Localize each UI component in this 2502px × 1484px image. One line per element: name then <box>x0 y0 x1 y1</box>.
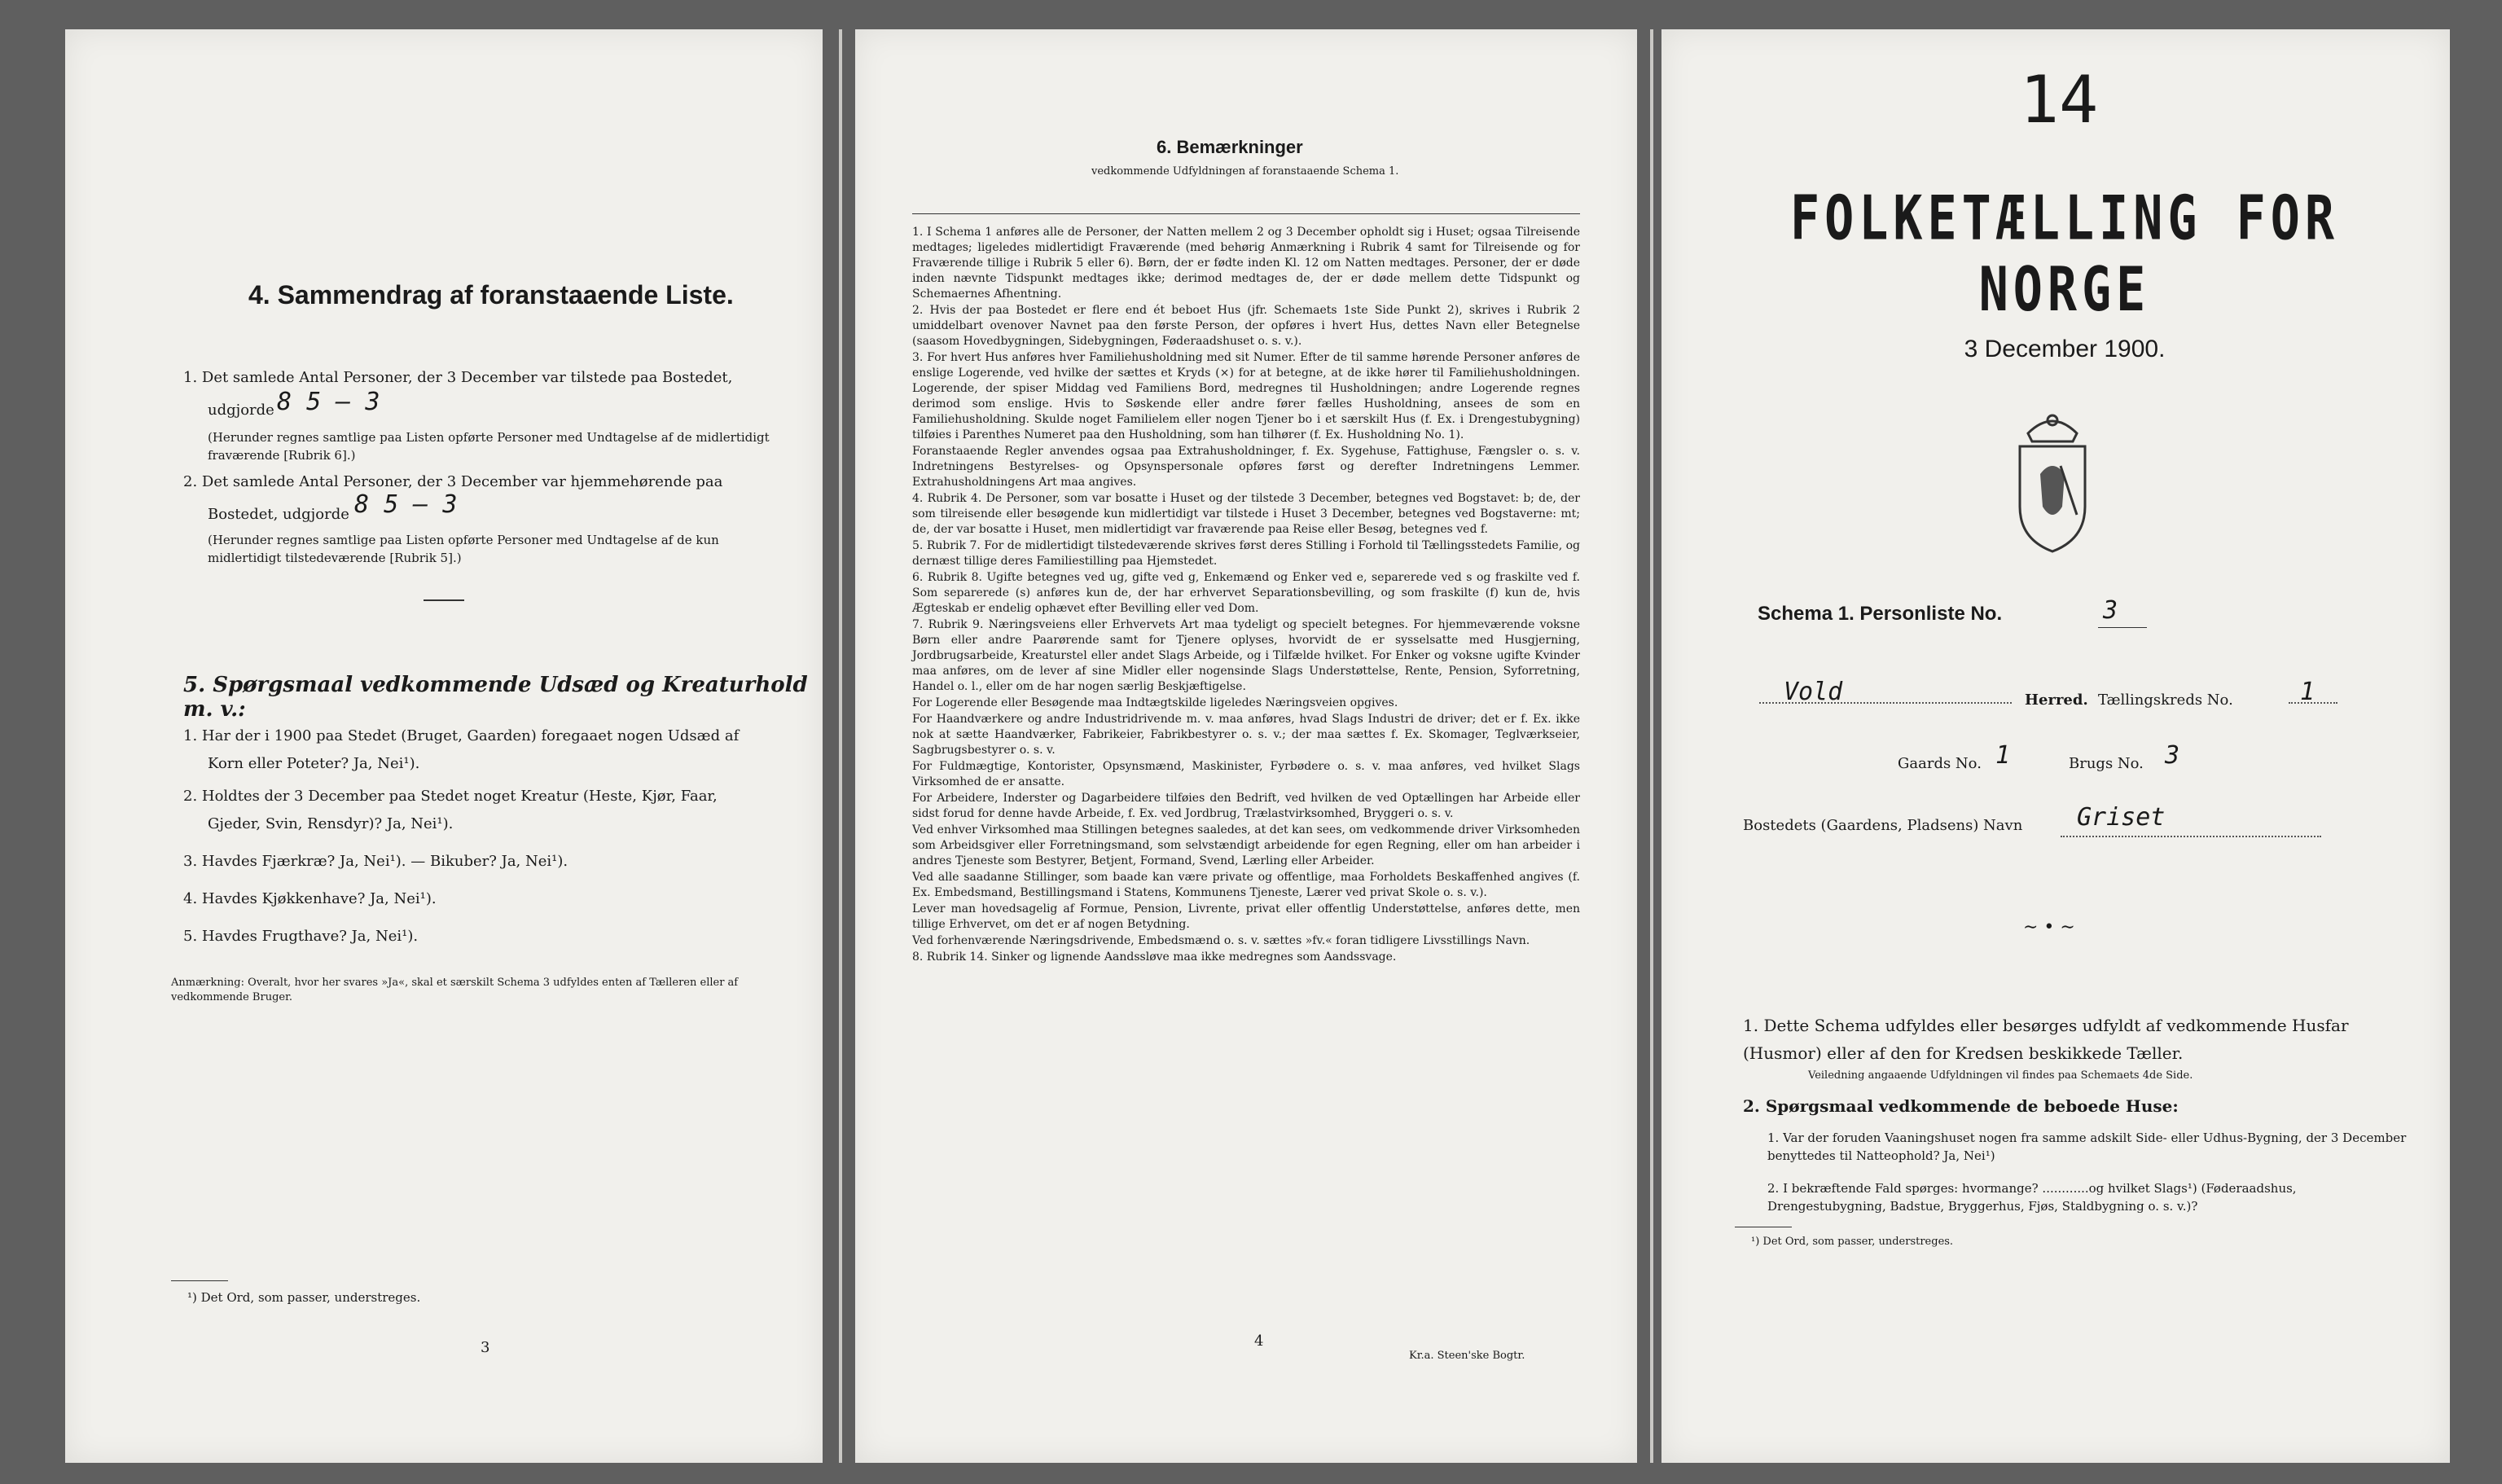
s5-q5: 5. Havdes Frugthave? Ja, Nei¹). <box>183 928 419 945</box>
instruction-2-q2: 2. I bekræftende Fald spørges: hvormange? ............og hvilket Slags¹) (Føderaadshus, Drengestubygning, Badstue, Bryggerhus, Fjøs, Staldbygning o. s. v.)? <box>1767 1181 2297 1214</box>
instruction-2: 2. Spørgsmaal vedkommende de beboede Huse: <box>1743 1096 2179 1116</box>
herred-label: Herred. <box>2025 692 2088 709</box>
middle-page-number: 4 <box>1254 1333 1264 1350</box>
main-title: FOLKETÆLLING FOR NORGE <box>1790 182 2339 326</box>
instruction-2-q1: 1. Var der foruden Vaaningshuset nogen fra samme adskilt Side- eller Udhus-Bygning, der 3 December benyttedes til Natteophold? Ja, Nei¹) <box>1767 1131 2407 1163</box>
remark-item: For Fuldmægtige, Kontorister, Opsynsmænd, Maskinister, Fyrbødere o. s. v. maa anføres, ved hvilket Slags Virksomhed de er ansatte. <box>912 760 1580 788</box>
s5-q1: 1. Har der i 1900 paa Stedet (Bruget, Gaarden) foregaaet nogen Udsæd af <box>183 727 740 744</box>
brugs-value: 3 <box>2165 741 2180 770</box>
remark-item: For Arbeidere, Inderster og Dagarbeidere tilføies den Bedrift, ved hvilken de ved Optællingen har Arbeide eller sidst forud for denne havde Arbeide, f. Ex. ved Jordbrug, Trælastvirksomhed, Bryggeri o. s. v. <box>912 792 1580 820</box>
s4-item1-label: udgjorde <box>208 402 274 419</box>
s5-q3: 3. Havdes Fjærkræ? Ja, Nei¹). — Bikuber? Ja, Nei¹). <box>183 853 568 870</box>
section5-heading: 5. Spørgsmaal vedkommende Udsæd og Kreaturhold m. v.: <box>183 673 808 722</box>
left-page <box>65 29 823 1463</box>
section4-heading: 4. Sammendrag af foranstaaende Liste. <box>248 280 734 310</box>
s5-q2: 2. Holdtes der 3 December paa Stedet noget Kreatur (Heste, Kjør, Faar, <box>183 788 718 805</box>
remark-item: For Logerende eller Besøgende maa Indtægtskilde ligeledes Næringsveien opgives. <box>912 696 1398 709</box>
instruction-1-note: Veiledning angaaende Udfyldningen vil findes paa Schemaets 4de Side. <box>1808 1069 2193 1082</box>
right-footnote: ¹) Det Ord, som passer, understreges. <box>1751 1236 1954 1248</box>
remark-item: 2. Hvis der paa Bostedet er flere end ét beboet Hus (jfr. Schemaets 1ste Side Punkt 2), skrives i Rubrik 2 umiddelbart ovenover Navnet paa den første Person, der opføres i hvert Hus, dettes Navn eller Betegnelse (saasom Hovedbygningen, Sidebygningen, Føderaadshuset o. s. v.). <box>912 304 1580 348</box>
remark-item: Ved enhver Virksomhed maa Stillingen betegnes saaledes, at det kan sees, om vedkommende driver Virksomheden som Arbeidsgiver eller Forretningsmand, som selvstændigt arbeidende for egen Regning, eller om han arbeider i andres Tjeneste som Bestyrer, Betjent, Formand, Svend, Lærling eller Arbeider. <box>912 823 1580 867</box>
schema-number: 3 <box>2103 596 2118 625</box>
remark-item: 6. Rubrik 8. Ugifte betegnes ved ug, gifte ved g, Enkemænd og Enker ved e, separerede ved s og fraskilte ved f. Som separerede (s) anføres kun de, der har erhvervet Separationsbevilling, og som fraskilte (f) kun de, hvis Ægteskab er endelig ophævet efter Bevilling eller ved Dom. <box>912 571 1580 615</box>
gaards-value: 1 <box>1995 741 2011 770</box>
s4-item2-text: 2. Det samlede Antal Personer, der 3 December var hjemmehørende paa <box>183 473 723 490</box>
remark-item: 4. Rubrik 4. De Personer, som var bosatte i Huset og der tilstede 3 December, betegnes ved Bogstavet: b; de, der som tilreisende eller besøgende kun midlertidigt var tilstede i Huset 3 December, betegnes ved Bogstaverne: mt; de, der var bosatte i Huset, men midlertidigt var fraværende paa Reise eller Besøg, betegnes ved f. <box>912 492 1580 536</box>
remarks-top-rule <box>912 213 1580 214</box>
s5-q1b: Korn eller Poteter? Ja, Nei¹). <box>208 755 420 772</box>
schema-number-line <box>2098 627 2147 628</box>
remark-item: 7. Rubrik 9. Næringsveiens eller Erhvervets Art maa tydeligt og specielt betegnes. For hjemmeværende voksne Børn eller andre Paarørende samt for Tjenere oplyses, hvorvidt de er sysselsatte med Husgjerning, Jordbrugsarbeide, Kreaturstel eller andet Slags Arbeide, og i Tilfælde hvilket. For Enker og voksne ugifte Kvinder maa anføres, om de lever af sine Midler eller nogensinde Slags Understøttelse, Rente, Pension, Syforretning, Handel o. l., eller om de har nogen særlig Beskjæftigelse. <box>912 618 1580 693</box>
remarks-list <box>912 225 1580 966</box>
kreds-line <box>2289 702 2337 704</box>
remark-item: Ved alle saadanne Stillinger, som baade kan være private og offentlige, maa Forholdets Beskaffenhed angives (f. Ex. Embedsmand, Bestillingsmand i Statens, Kommunens Tjeneste, Lærer ved privat Skole o. s. v.). <box>912 871 1580 899</box>
remark-item: Lever man hovedsagelig af Formue, Pension, Livrente, privat eller offentlig Understøttelse, anføres dette, men tillige Erhvervet, om det er af nogen Betydning. <box>912 902 1580 931</box>
remark-item: For Haandværkere og andre Industridrivende m. v. maa anføres, hvad Slags Industri de driver; det er f. Ex. ikke nok at sætte Haandværker, Fabrikeier, Fabrikbestyrer o. s. v.; der maa sættes f. Ex. Skomager, Teglværkseier, Sagbrugsbestyrer o. s. v. <box>912 713 1580 757</box>
s5-q2b: Gjeder, Svin, Rensdyr)? Ja, Nei¹). <box>208 815 454 832</box>
ornament-icon: ∼ • ∼ <box>2023 917 2075 937</box>
s4-item1-text: 1. Det samlede Antal Personer, der 3 December var tilstede paa Bostedet, <box>183 369 733 386</box>
kreds-value: 1 <box>2300 678 2315 706</box>
left-footnote: ¹) Det Ord, som passer, understreges. <box>187 1290 421 1305</box>
s4-item2-value: 8 5 – 3 <box>354 490 458 519</box>
kreds-label: Tællingskreds No. <box>2098 692 2233 709</box>
remark-item: Ved forhenværende Næringsdrivende, Embedsmænd o. s. v. sættes »fv.« foran tidligere Livsstillings Navn. <box>912 934 1530 947</box>
right-page <box>1661 29 2450 1463</box>
corner-number: 14 <box>2020 62 2099 138</box>
census-date: 3 December 1900. <box>1964 336 2166 362</box>
remark-item: 5. Rubrik 7. For de midlertidigt tilstedeværende skrives først deres Stilling i Forhold til Tællingsstedets Familie, og dernæst tillige deres Familiestilling paa Hjemstedet. <box>912 539 1580 568</box>
remarks-subheading: vedkommende Udfyldningen af foranstaaende Schema 1. <box>1091 165 1399 178</box>
instruction-1: 1. Dette Schema udfyldes eller besørges udfyldt af vedkommende Husfar (Husmor) eller af den for Kredsen beskikkede Tæller. <box>1743 1016 2349 1063</box>
bosted-value: Griset <box>2077 803 2166 832</box>
separator-rule <box>424 599 464 601</box>
s4-item1-note: (Herunder regnes samtlige paa Listen opførte Personer med Undtagelse af de midlertidigt fraværende [Rubrik 6].) <box>208 430 770 463</box>
s5-note: Anmærkning: Overalt, hvor her svares »Ja«, skal et særskilt Schema 3 udfyldes enten af Tælleren eller af vedkommende Bruger. <box>171 977 739 1003</box>
bosted-line <box>2061 836 2321 837</box>
remarks-heading: 6. Bemærkninger <box>1157 137 1303 157</box>
remark-item: 8. Rubrik 14. Sinker og lignende Aandssløve maa ikke medregnes som Aandssvage. <box>912 951 1397 964</box>
page-gutter-right <box>1650 29 1653 1463</box>
footnote-rule <box>171 1280 228 1281</box>
remark-item: 3. For hvert Hus anføres hver Familiehusholdning med sit Numer. Efter de til samme hørende Personer anføres de enslige Logerende, ved hvilke der sættes et Kryds (×) for at betegne, at de ikke hører til Familiehusholdningen. Logerende, der spiser Middag ved Familiens Bord, medregnes til Husholdningen; andre Logerende regnes derimod som enslige. Hvis to Søskende eller andre fører fælles Husholdning, ansees de som en Familiehusholdning. Skulde noget Familielem eller nogen Tjener bo i et særskilt Hus (f. Ex. i Drengestubygning) tilføies i Parenthes Numeret paa den Husholdning, som han tilhører (f. Ex. Husholdning No. 1). <box>912 351 1580 441</box>
schema-label: Schema 1. Personliste No. <box>1758 603 2003 625</box>
page-gutter-left <box>839 29 842 1463</box>
remark-item: Foranstaaende Regler anvendes ogsaa paa Extrahusholdninger, f. Ex. Sygehuse, Fattighuse, Fængsler o. s. v. Indretningens Bestyrelses- og Opsynspersonale opføres først og derefter Indretningens Lemmer. Extrahusholdningens Art maa angives. <box>912 445 1580 489</box>
s4-item2-label: Bostedet, udgjorde <box>208 506 349 523</box>
gaards-label: Gaards No. <box>1898 755 1982 772</box>
coat-of-arms-icon <box>2004 409 2101 559</box>
middle-page <box>855 29 1637 1463</box>
bosted-label: Bostedets (Gaardens, Pladsens) Navn <box>1743 817 2023 834</box>
s5-q4: 4. Havdes Kjøkkenhave? Ja, Nei¹). <box>183 890 437 907</box>
left-page-number: 3 <box>481 1339 490 1356</box>
s4-item2-note: (Herunder regnes samtlige paa Listen opførte Personer med Undtagelse af de kun midlertidigt tilstedeværende [Rubrik 5].) <box>208 533 719 565</box>
herred-value: Vold <box>1784 678 1843 706</box>
printer-mark: Kr.a. Steen'ske Bogtr. <box>1409 1350 1525 1362</box>
s4-item1-value: 8 5 – 3 <box>277 388 380 416</box>
brugs-label: Brugs No. <box>2069 755 2144 772</box>
remark-item: 1. I Schema 1 anføres alle de Personer, der Natten mellem 2 og 3 December opholdt sig i Huset; ogsaa Tilreisende medtages; ligeledes midlertidigt Fraværende (med behørig Anmærkning i Rubrik 4 samt for Tilreisende og for Fraværende tillige i Rubrik 5 eller 6). Børn, der er fødte inden Kl. 12 om Natten medtages. Personer, der er døde inden nævnte Tidspunkt medtages ikke; derimod medtages de, der er døde mellem dette Tidspunkt og Schemaernes Afhentning. <box>912 226 1580 301</box>
